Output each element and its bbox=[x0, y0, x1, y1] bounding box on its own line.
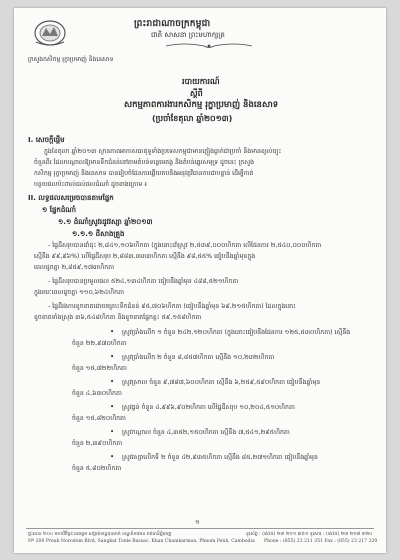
report-title: របាយការណ៍ bbox=[182, 77, 220, 86]
kingdom-title: ព្រះរាជាណាចក្រកម្ពុជា bbox=[134, 19, 211, 29]
bullet-continuation: ចំនួន ១៥,៨២០ហិកតា bbox=[72, 415, 126, 422]
section-heading-results: II. លទ្ធផលសម្រេចបានតាមផ្នែក bbox=[28, 194, 114, 202]
bullet-line: ស្រូវប្រាំងលើក ១ ចំនួន ២៤២,១២០ហិកតា (ក្នុងនោះធៀបនឹងផែនការ ១២៥,៥៣០ហិកតា) ស្មើនឹង bbox=[122, 329, 351, 336]
intro-line: បន្ថយផលប៉ះពាល់ដល់ផលដំណាំ ដូចខាងក្រោម ៖ bbox=[34, 181, 148, 188]
bullet-icon: • bbox=[110, 403, 115, 411]
bullet-line: ស្រូវធ្ងន់ ចំនួន ៤,៩៩៦,៩០២ហិកតា លើផ្ទៃដីសរុប ១០,២០៤,៥១០ហិកតា bbox=[122, 404, 295, 411]
bullet-continuation: ចំនួន ១៥,៧២២ហិកតា bbox=[72, 365, 127, 372]
bullet-line: ស្រូវកណ្តាល ចំនួន ៤,៣៥២,១៥០ហិកតា ស្មើនឹង ៧,៥៤១,២៩៥ហិកតា bbox=[122, 429, 290, 436]
section-heading-intro: I. សេចក្តីផ្តើម bbox=[28, 136, 65, 144]
footer-address-english: Nº 200 Preah Norodom Blvd, Sangkat Tonle Bassac, Khan Chamkarmon, Phnom Penh, Cambodia bbox=[28, 539, 255, 544]
bullet-line: ស្រូវវស្សាលើកទី ២ ចំនួន ៤២,៩៣៥ហិកតា ស្មើនឹង ៨៥,២៧១ហិកតា ធៀបនឹងឆ្នាំមុន bbox=[122, 454, 318, 461]
body-line: - ផ្ទៃដីសរុបបានដាំដុះ ២,៨៤១,១០៦ហិកតា (ក្នុងនោះដាំស្រូវ ២,៥៣៩,០០០ហិកតា លើផែនការ ២,៥៤០,០០០ហិកតា bbox=[48, 242, 322, 249]
bullet-icon: • bbox=[110, 328, 115, 336]
bullet-line: ស្រូវប្រាំងលើក ២ ចំនួន ៨,៨៥៧ហិកតា ស្មើនឹង ១០,២៣២ហិកតា bbox=[122, 354, 275, 361]
bullet-icon: • bbox=[110, 353, 115, 361]
bullet-continuation: ចំនួន ៥,៨០២ហិកតា bbox=[72, 465, 122, 472]
footer-contact-khmer: ទូរស័ព្ទ : (៨៥៥) ២៣ ២១១ ៣៥១ ទូរសារ : (៨៥៥) ២៣ ២១៧ ៣២០ bbox=[246, 532, 373, 537]
report-subject: សកម្មភាពការងារកសិកម្ម រុក្ខាប្រមាញ់ និងនេសាទ bbox=[124, 100, 279, 110]
body-line: ពេលដូចគ្នា ២,៨៥៩,១៧៣ហិកតា bbox=[34, 264, 115, 271]
bullet-icon: • bbox=[110, 428, 115, 436]
bullet-line: ស្រូវស្រាល ចំនួន ៩,៧៨៧,៦០០ហិកតា ស្មើនឹង ៦,២៥៩,៥៩០ហិកតា ធៀបនឹងឆ្នាំមុន bbox=[122, 379, 321, 386]
body-line: ស្មើនឹង ៩៩,៩៦%) លើផ្ទៃដីសរុប ២,៨៨៣,៣៣៣ហិកតា ស្មើនឹង ៩៨,៥៥% ធៀបនឹងឆ្នាំមុនក្នុង bbox=[34, 253, 256, 260]
bullet-icon: • bbox=[110, 453, 115, 461]
bullet-continuation: ចំនួន ២២,៩៧០ហិកតា bbox=[72, 340, 127, 347]
bullet-continuation: ចំនួន ២,៣៩០ហិកតា bbox=[72, 440, 123, 447]
footer-address-khmer: ផ្ទះលេខ ២០០ មហាវិថីព្រះនរោត្តម សង្កាត់ទន្លេបាសាក់ ខណ្ឌចំការមន រាជធានីភ្នំពេញ bbox=[28, 532, 172, 537]
report-subtitle-about: ស្តីពី bbox=[190, 89, 203, 98]
subsection-heading-cultivation: ១.១.១ ដីសាងគ្រួង bbox=[72, 230, 125, 238]
ministry-emblem-icon bbox=[32, 18, 68, 48]
body-line: - ផ្ទៃដីរងការខូចខាតដោយគ្រោះទឹកជំនន់ ៩៥,៧០៦ហិកតា (ធៀបនឹងឆ្នាំមុន ៦៩,២១៥ហិកតា) ដែលក្នុងនោះ bbox=[48, 303, 296, 310]
document-page bbox=[14, 8, 386, 553]
subsection-heading-crops: ១ ផ្នែកដំណាំ bbox=[42, 206, 77, 214]
intro-line: ចំនួនពីរ ដែលបណ្តាលឱ្យមានទឹកជំនន់នៅតាមតំបន់ទន្លេមេគង្គ និងតំបន់ឆ្នេរសមុទ្រ ដូចនេះ ក្រសួង bbox=[34, 159, 255, 166]
body-line: ក្នុងរយៈពេលដូចគ្នា ១១០,៦២៤ហិកតា bbox=[34, 289, 124, 296]
bullet-continuation: ចំនួន ៤,៦៣០ហិកតា bbox=[72, 390, 122, 397]
body-line: - ផ្ទៃដីសរុបបានប្រមូលផល ៥២៤,១៣៤ហិកតា ធៀបនឹងឆ្នាំមុន ៤៨៨,៥២១ហិកតា bbox=[48, 278, 239, 285]
footer-contact-english: Phone : (855) 23 211 351 Fax : (855) 23 217 320 bbox=[264, 539, 378, 544]
bullet-icon: • bbox=[110, 378, 115, 386]
ministry-name: ក្រសួងកសិកម្ម រុក្ខាប្រមាញ់ និងនេសាទ bbox=[28, 56, 114, 63]
divider-ornament-icon bbox=[164, 42, 254, 50]
page-number: ១ bbox=[195, 519, 200, 526]
intro-line: ក្នុងខែតុលា ឆ្នាំ២០១៣ ស្ថានភាពអាកាសធាតុទូទាំងប្រទេសកម្ពុជាមានភ្លៀងធ្លាក់ជាប្រចាំ និងមានខ្យល់ព្យុះ bbox=[44, 148, 282, 155]
body-line: ខូចខាតទាំងស្រុង ៣៦,៥៤៨ហិកតា និងខូចខាតផ្នែកខ្លះ ៥៩,១៥៨ហិកតា bbox=[34, 314, 202, 321]
national-motto: ជាតិ សាសនា ព្រះមហាក្សត្រ bbox=[151, 31, 225, 39]
subsection-heading-rice: ១.១ ដំណាំស្រូវរដូវវស្សា ឆ្នាំ២០១៣ bbox=[58, 218, 153, 226]
intro-line: កសិកម្ម រុក្ខាប្រមាញ់ និងនេសាទ បានរៀបចំផែនការឆ្លើយតបនិងអនុវត្តវិធានការជាបន្ទាន់ ដើម្បីកាត់ bbox=[34, 170, 254, 177]
report-period: (ប្រចាំខែតុលា ឆ្នាំ២០១៣) bbox=[152, 114, 233, 123]
footer-divider bbox=[26, 528, 374, 529]
